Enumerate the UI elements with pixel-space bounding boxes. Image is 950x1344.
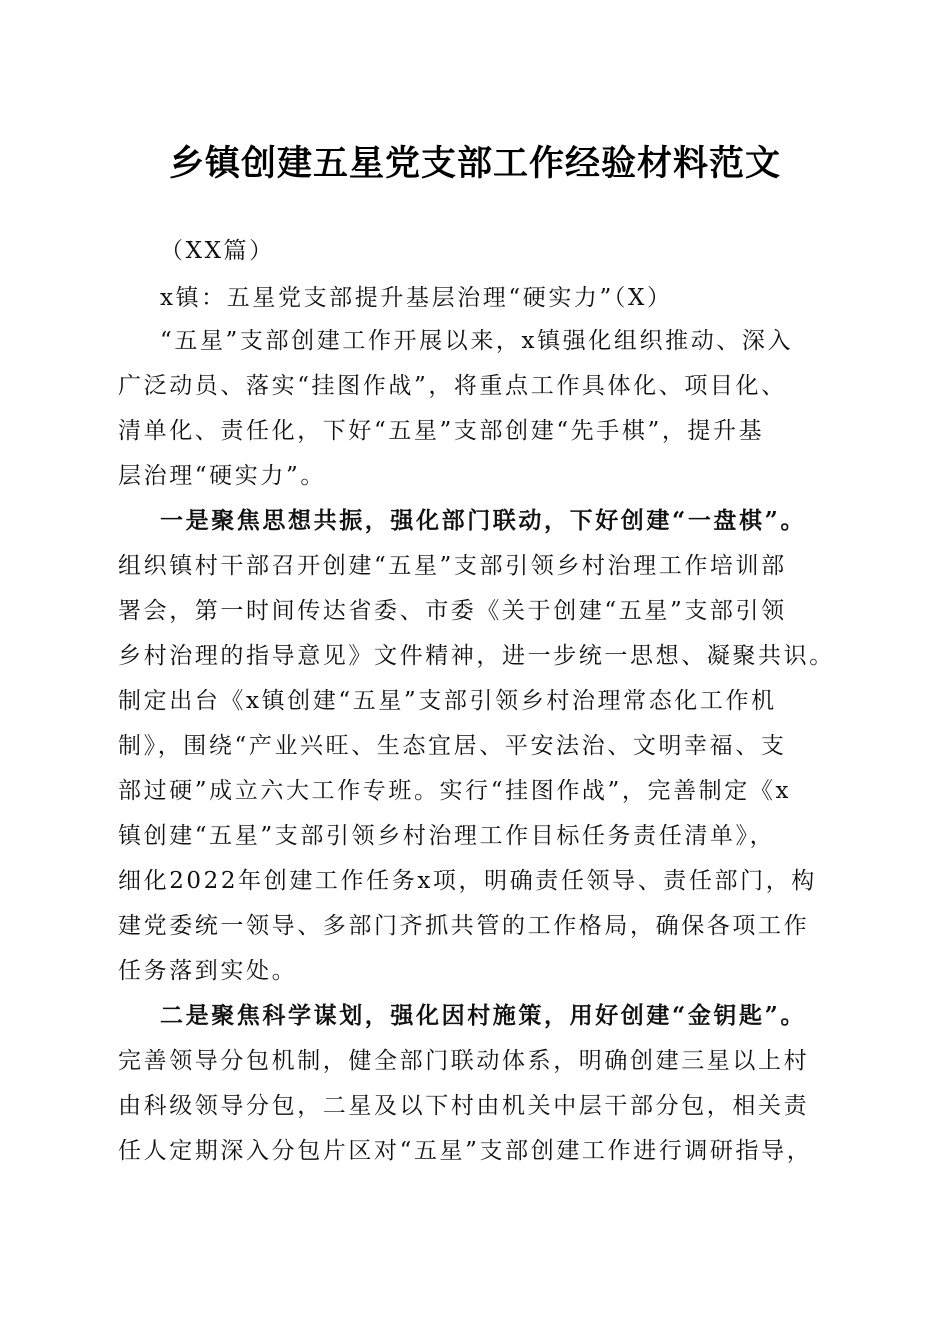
paragraph-line: 制定出台《x镇创建“五星”支部引领乡村治理常态化工作机 [118,688,777,714]
section-heading: x镇：五星党支部提升基层治理“硬实力”（X） [160,285,673,311]
subtitle-count: （XX篇） [160,238,275,264]
paragraph-line: 建党委统一领导、多部门齐抓共管的工作格局，确保各项工作 [118,913,810,939]
paragraph-heading: 二是聚焦科学谋划，强化因村施策，用好创建“金钥匙”。 [160,1002,807,1029]
paragraph-line: 完善领导分包机制，健全部门联动体系，明确创建三星以上村 [118,1048,810,1074]
paragraph-line: 镇创建“五星”支部引领乡村治理工作目标任务责任清单》， [118,823,776,849]
paragraph-line: 广泛动员、落实“挂图作战”，将重点工作具体化、项目化、 [118,373,787,399]
paragraph-line: “五星”支部创建工作开展以来，x镇强化组织推动、深入 [160,328,794,354]
paragraph-line: 细化2022年创建工作任务x项，明确责任领导、责任部门，构 [118,868,817,894]
paragraph-line: 部过硬”成立六大工作专班。实行“挂图作战”，完善制定《x [118,778,792,804]
paragraph-line: 任务落到实处。 [118,958,298,984]
paragraph-line: 制》，围绕“产业兴旺、生态宜居、平安法治、文明幸福、支 [118,733,787,759]
paragraph-line: 署会，第一时间传达省委、市委《关于创建“五星”支部引领 [118,598,787,624]
paragraph-heading: 一是聚焦思想共振，强化部门联动，下好创建“一盘棋”。 [160,507,807,534]
paragraph-line: 组织镇村干部召开创建“五星”支部引领乡村治理工作培训部 [118,553,787,579]
paragraph-line: 乡村治理的指导意见》文件精神，进一步统一思想、凝聚共识。 [118,643,835,669]
paragraph-line: 任人定期深入分包片区对“五星”支部创建工作进行调研指导， [118,1138,813,1164]
paragraph-line: 层治理“硬实力”。 [118,463,326,489]
paragraph-line: 由科级领导分包，二星及以下村由机关中层干部分包，相关责 [118,1093,810,1119]
document-title: 乡镇创建五星党支部工作经验材料范文 [168,144,781,184]
paragraph-line: 清单化、责任化，下好“五星”支部创建“先手棋”，提升基 [118,418,765,444]
